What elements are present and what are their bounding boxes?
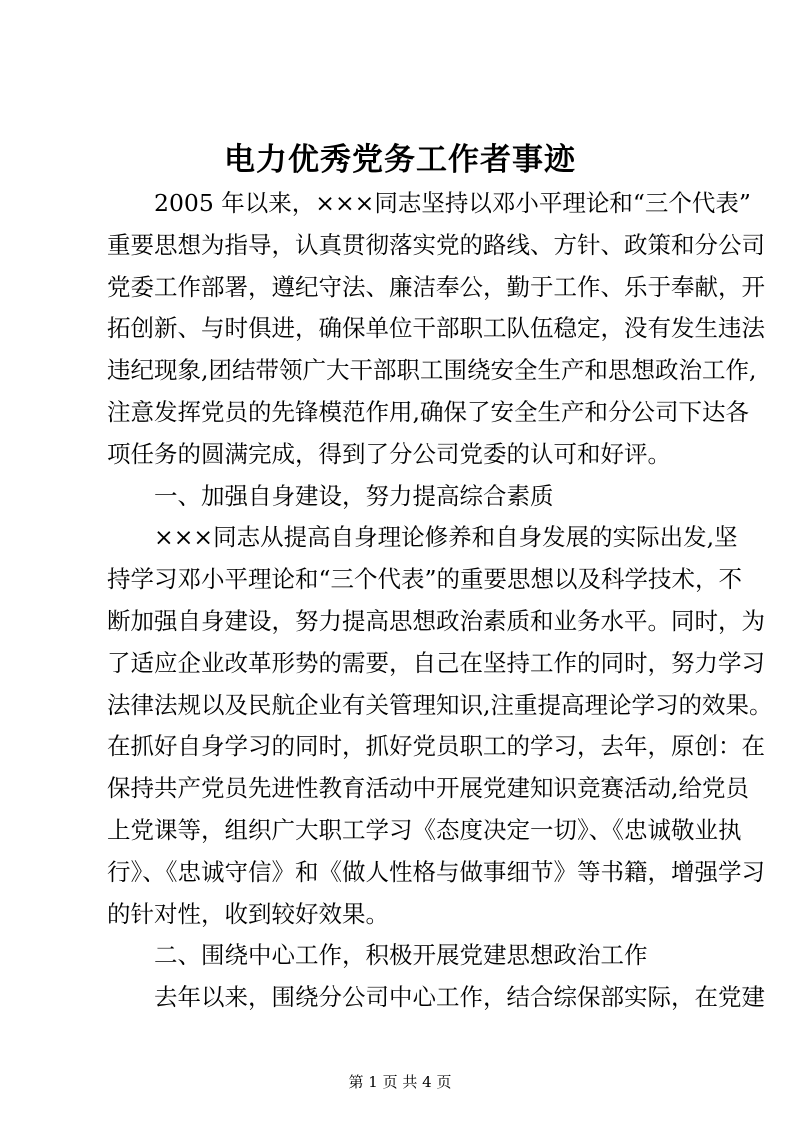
body-line: 行》、《忠诚守信》和《做人性格与做事细节》等书籍，增强学习 [107, 857, 765, 886]
body-line: 法律法规以及民航企业有关管理知识,注重提高理论学习的效果。 [107, 690, 773, 719]
body-line: 2005 年以来，×××同志坚持以邓小平理论和“三个代表” [107, 189, 751, 217]
section-heading: 二、围绕中心工作，积极开展党建思想政治工作 [107, 941, 648, 970]
body-line: 违纪现象,团结带领广大干部职工围绕安全生产和思想政治工作, [107, 356, 757, 385]
section-heading: 一、加强自身建设，努力提高综合素质 [107, 481, 554, 510]
body-line: ×××同志从提高自身理论修养和自身发展的实际出发,坚 [107, 523, 738, 552]
body-line: 持学习邓小平理论和“三个代表”的重要思想以及科学技术，不 [107, 565, 743, 594]
body-line: 重要思想为指导，认真贯彻落实党的路线、方针、政策和分公司 [107, 230, 765, 259]
body-line: 上党课等，组织广大职工学习《态度决定一切》、《忠诚敬业执 [107, 815, 742, 844]
body-line: 项任务的圆满完成，得到了分公司党委的认可和好评。 [107, 439, 671, 468]
body-line: 保持共产党员先进性教育活动中开展党建知识竞赛活动,给党员 [107, 774, 749, 803]
body-line: 党委工作部署，遵纪守法、廉洁奉公，勤于工作、乐于奉献，开 [107, 272, 765, 301]
body-line: 的针对性，收到较好效果。 [107, 899, 389, 928]
body-line: 断加强自身建设，努力提高思想政治素质和业务水平。同时，为 [107, 606, 765, 635]
document-body [107, 183, 773, 1019]
document-title: 电力优秀党务工作者事迹 [224, 142, 576, 178]
body-line: 注意发挥党员的先锋模范作用,确保了安全生产和分公司下达各 [107, 397, 749, 426]
page-footer: 第 1 页 共 4 页 [348, 1073, 452, 1091]
body-line: 去年以来，围绕分公司中心工作，结合综保部实际，在党建 [107, 983, 765, 1012]
body-line: 在抓好自身学习的同时，抓好党员职工的学习，去年，原创：在 [107, 732, 765, 761]
body-line: 了适应企业改革形势的需要，自己在坚持工作的同时，努力学习 [107, 648, 765, 677]
body-line: 拓创新、与时俱进，确保单位干部职工队伍稳定，没有发生违法 [107, 314, 765, 343]
